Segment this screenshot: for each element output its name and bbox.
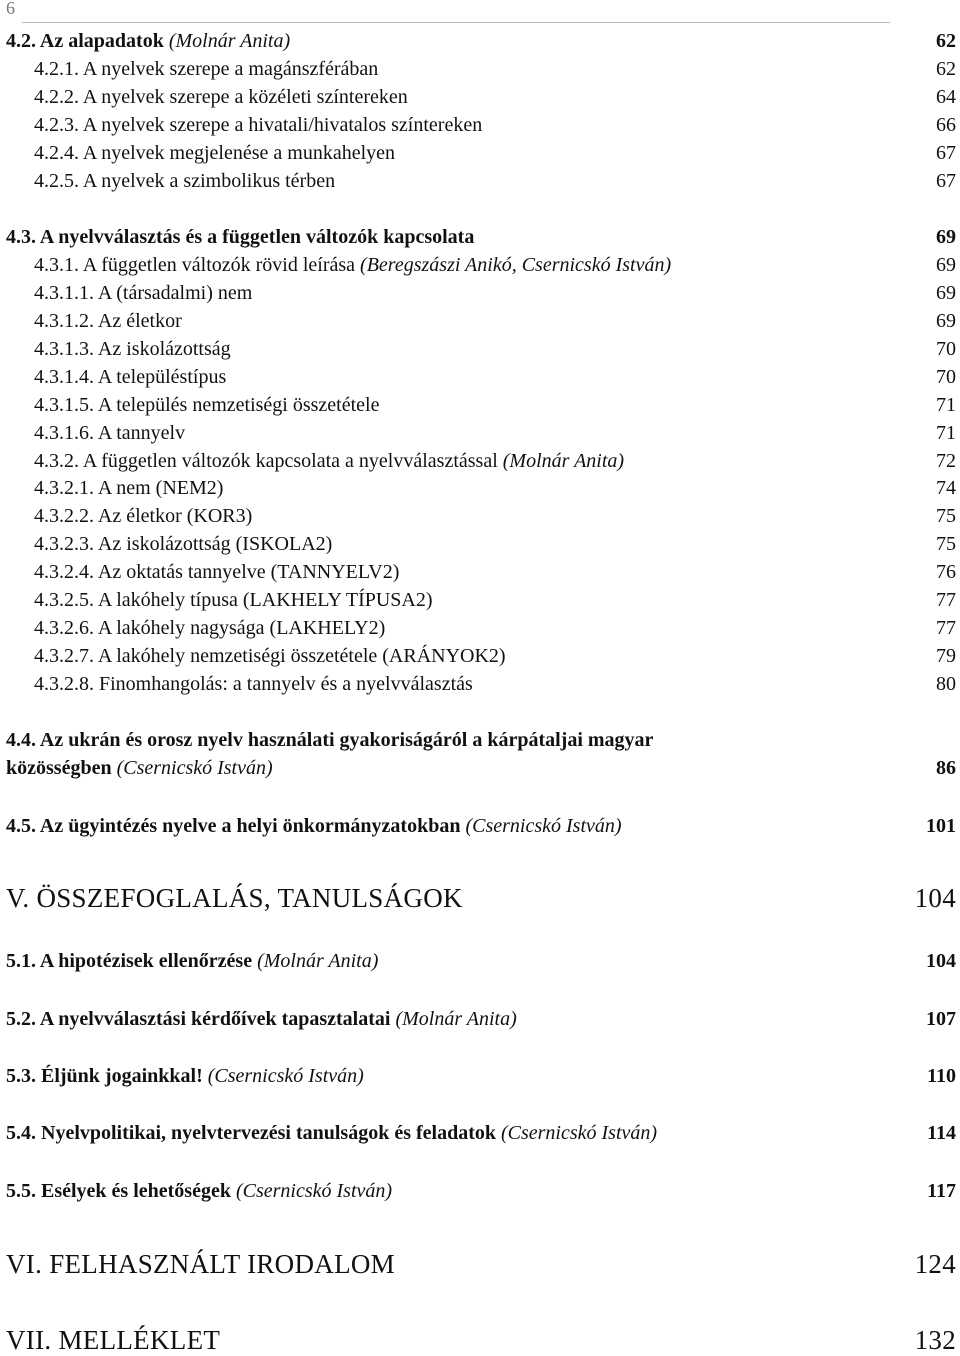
toc-entry-text (6, 1065, 364, 1088)
toc-entry-text (34, 533, 332, 556)
toc-entry-text (6, 883, 463, 914)
toc-entry-number: 4.3.1.3. (34, 338, 94, 360)
toc-entry-page: 75 (936, 533, 956, 555)
toc-entry-text (34, 589, 433, 612)
toc-entry-author: (Molnár Anita) (395, 1008, 517, 1030)
toc-entry-author: (Csernicskó István) (500, 1122, 658, 1144)
toc-entry-number: 4.2.3. (34, 114, 79, 136)
toc-entry-title: A lakóhely típusa (LAKHELY TÍPUSA2) (97, 589, 433, 611)
toc-entry-title: A település nemzetiségi összetétele (97, 394, 380, 416)
toc-entry-author: (Molnár Anita) (168, 30, 291, 52)
toc-entry-title: A független változók kapcsolata a nyelvválasztással (82, 450, 498, 472)
toc-entry-page: 70 (936, 366, 956, 388)
toc-entry-text (34, 505, 252, 528)
toc-entry-page: 66 (936, 114, 956, 136)
toc-entry-title: A nyelvek szerepe a magánszférában (82, 58, 379, 80)
toc-entry[interactable] (34, 366, 956, 389)
toc-entry-number: 4.3.1. (34, 254, 79, 276)
toc-entry-page: 77 (936, 589, 956, 611)
toc-entry-text (34, 645, 506, 668)
toc-entry-number: 4.3.1.1. (34, 282, 94, 304)
toc-entry-page: 124 (914, 1249, 956, 1279)
toc-entry-page: 71 (936, 394, 956, 416)
toc-entry-page: 70 (936, 338, 956, 360)
toc-entry[interactable] (34, 505, 956, 528)
toc-entry-text (34, 114, 482, 137)
toc-entry[interactable] (34, 58, 956, 81)
toc-entry-title: Az életkor (KOR3) (97, 505, 253, 527)
toc-entry-title: A nyelvválasztás és a független változók kapcsolata (39, 226, 475, 248)
toc-entry-text (34, 338, 231, 361)
toc-entry-author: (Beregszászi Anikó, Csernicskó István) (360, 254, 672, 276)
toc-entry-text (34, 673, 473, 696)
toc-entry-title: A független változók rövid leírása (82, 254, 356, 276)
toc-entry-page: 77 (936, 617, 956, 639)
toc-entry-text (6, 1180, 392, 1203)
toc-entry[interactable] (34, 86, 956, 109)
toc-entry-page: 74 (936, 477, 956, 499)
toc-entry-page: 67 (936, 170, 956, 192)
toc-entry-number: VII. (6, 1325, 52, 1355)
toc-entry-text (6, 950, 378, 973)
toc-entry-number: 4.3.2.8. (34, 673, 94, 695)
toc-entry[interactable] (34, 254, 956, 277)
toc-entry-page: 104 (926, 950, 956, 972)
toc-entry-number: 4.3.1.5. (34, 394, 94, 416)
toc-entry-text (6, 226, 474, 249)
toc-entry-number: 5.3. (6, 1065, 36, 1087)
toc-entry[interactable] (34, 422, 956, 445)
toc-entry-title: A lakóhely nemzetiségi összetétele (ARÁNYOK2) (97, 645, 506, 667)
toc-entry-title: Esélyek és lehetőségek (41, 1180, 231, 1202)
toc-entry[interactable] (34, 142, 956, 165)
toc-entry[interactable] (34, 477, 956, 500)
toc-entry-number: 4.2. (6, 30, 36, 52)
toc-entry-title: ÖSSZEFOGLALÁS, TANULSÁGOK (36, 883, 463, 913)
toc-entry-title: Az ügyintézés nyelve a helyi önkormányzatokban (39, 815, 461, 837)
toc-entry[interactable] (34, 282, 956, 305)
toc-entry[interactable] (6, 1122, 956, 1145)
toc-entry[interactable] (6, 815, 956, 838)
toc-entry-page: 69 (936, 310, 956, 332)
toc-entry[interactable] (6, 757, 956, 780)
toc-entry-title: A tannyelv (97, 422, 186, 444)
toc-entry-text (34, 617, 385, 640)
toc-entry-number: 4.3.1.4. (34, 366, 94, 388)
toc-entry[interactable] (6, 1325, 956, 1356)
toc-entry-text (34, 282, 252, 305)
toc-entry-title: Finomhangolás: a tannyelv és a nyelvválasztás (99, 673, 473, 695)
toc-entry[interactable] (34, 394, 956, 417)
toc-entry-text (34, 477, 223, 500)
toc-entry-number: 4.3.2.2. (34, 505, 94, 527)
toc-entry[interactable] (6, 729, 956, 752)
toc-entry-page: 80 (936, 673, 956, 695)
toc-entry-title: Nyelvpolitikai, nyelvtervezési tanulságok és feladatok (41, 1122, 496, 1144)
toc-entry-text (34, 366, 226, 389)
toc-entry-number: 4.3.2.1. (34, 477, 94, 499)
toc-entry-title: A lakóhely nagysága (LAKHELY2) (97, 617, 386, 639)
toc-entry-title: Az életkor (97, 310, 182, 332)
toc-entry-number: 5.5. (6, 1180, 36, 1202)
toc-entry-page: 107 (926, 1008, 956, 1030)
toc-entry-title: A hipotézisek ellenőrzése (39, 950, 253, 972)
toc-entry-title: Az iskolázottság (ISKOLA2) (97, 533, 333, 555)
toc-entry-text (6, 757, 273, 780)
toc-entry-text (34, 142, 395, 165)
toc-entry-number: V. (6, 883, 30, 913)
toc-entry-text (34, 561, 399, 584)
toc-entry-text (34, 58, 378, 81)
toc-entry[interactable] (34, 673, 956, 696)
toc-entry-title: A településtípus (97, 366, 227, 388)
toc-entry-number: VI. (6, 1249, 43, 1279)
toc-entry-number: 4.2.2. (34, 86, 79, 108)
toc-entry-number: 4.2.1. (34, 58, 79, 80)
toc-entry-page: 86 (936, 757, 956, 779)
toc-entry-number: 5.1. (6, 950, 36, 972)
toc-entry-page: 67 (936, 142, 956, 164)
toc-entry-page: 62 (936, 30, 956, 52)
toc-entry-text (6, 1122, 657, 1145)
toc-entry-text (34, 170, 335, 193)
toc-entry-page: 62 (936, 58, 956, 80)
toc-entry[interactable] (6, 883, 956, 914)
toc-entry-title: A nyelvek megjelenése a munkahelyen (82, 142, 396, 164)
toc-entry-text (34, 394, 379, 417)
toc-entry-number: 4.3.2.5. (34, 589, 94, 611)
toc-entry-page: 104 (914, 883, 956, 913)
toc-entry-text (34, 450, 624, 473)
toc-entry-title: Az ukrán és orosz nyelv használati gyakoriságáról a kárpátaljai magyar (39, 729, 654, 751)
toc-entry-page: 69 (936, 226, 956, 248)
toc-entry-title: Az oktatás tannyelve (TANNYELV2) (97, 561, 400, 583)
toc-entry-text (34, 422, 185, 445)
toc-entry-page: 69 (936, 282, 956, 304)
toc-entry-title: A nyelvek szerepe a közéleti színtereken (82, 86, 408, 108)
toc-entry-number: 4.2.4. (34, 142, 79, 164)
toc-entry-page: 79 (936, 645, 956, 667)
toc-entry-page: 72 (936, 450, 956, 472)
toc-entry[interactable] (6, 1065, 956, 1088)
toc-entry-title: A nem (NEM2) (97, 477, 224, 499)
toc-entry-title: A (társadalmi) nem (97, 282, 253, 304)
toc-entry-number: 4.2.5. (34, 170, 79, 192)
toc-entry-text (6, 1249, 395, 1280)
toc-entry-title: közösségben (6, 757, 112, 779)
toc-entry-number: 4.3.2. (34, 450, 79, 472)
toc-entry[interactable] (6, 1249, 956, 1280)
toc-entry-number: 4.4. (6, 729, 36, 751)
toc-entry-title: Az alapadatok (39, 30, 164, 52)
toc-entry[interactable] (6, 1008, 956, 1031)
toc-entry-page: 75 (936, 505, 956, 527)
toc-entry-page: 117 (927, 1180, 956, 1202)
toc-entry-author: (Csernicskó István) (116, 757, 273, 779)
toc-entry-number: 4.3.2.6. (34, 617, 94, 639)
toc-entry-page: 76 (936, 561, 956, 583)
toc-entry-text (34, 254, 671, 277)
toc-entry[interactable] (34, 589, 956, 612)
toc-entry[interactable] (6, 1180, 956, 1203)
toc-entry-text (6, 1325, 220, 1356)
toc-entry-title: A nyelvek szerepe a hivatali/hivatalos színtereken (82, 114, 483, 136)
toc-entry-number: 5.4. (6, 1122, 36, 1144)
toc-entry-page: 69 (936, 254, 956, 276)
toc-entry[interactable] (34, 533, 956, 556)
toc-entry-author: (Csernicskó István) (235, 1180, 393, 1202)
toc-entry-title: FELHASZNÁLT IRODALOM (49, 1249, 395, 1279)
toc-entry-text (6, 1008, 517, 1031)
toc-entry-text (34, 310, 182, 333)
toc-entry-number: 4.5. (6, 815, 36, 837)
toc-entry-text (6, 729, 653, 752)
toc-entry-page: 110 (927, 1065, 956, 1087)
toc-entry[interactable] (6, 30, 956, 53)
toc-entry-page: 64 (936, 86, 956, 108)
toc-entry[interactable] (34, 450, 956, 473)
toc-entry-title: Az iskolázottság (97, 338, 231, 360)
toc-entry-author: (Csernicskó István) (465, 815, 622, 837)
toc-entry[interactable] (34, 310, 956, 333)
toc-entry-page: 71 (936, 422, 956, 444)
toc-entry-title: Éljünk jogainkkal! (41, 1065, 203, 1087)
toc-entry[interactable] (34, 338, 956, 361)
toc-entry-page: 114 (927, 1122, 956, 1144)
toc-entry-author: (Csernicskó István) (207, 1065, 364, 1087)
toc-entry-text (34, 86, 408, 109)
toc-entry-number: 4.3.1.6. (34, 422, 94, 444)
toc-entry[interactable] (34, 114, 956, 137)
toc-entry-author: (Molnár Anita) (257, 950, 379, 972)
toc-entry[interactable] (34, 617, 956, 640)
toc-entry-number: 5.2. (6, 1008, 36, 1030)
toc-entry-number: 4.3. (6, 226, 36, 248)
toc-entry-page: 101 (926, 815, 956, 837)
toc-entry-page: 132 (914, 1325, 956, 1355)
toc-entry[interactable] (34, 170, 956, 193)
toc-entry-number: 4.3.1.2. (34, 310, 94, 332)
toc-entry-text (6, 30, 290, 53)
toc-entry[interactable] (6, 950, 956, 973)
toc-entry-number: 4.3.2.4. (34, 561, 94, 583)
toc-entry-title: A nyelvválasztási kérdőívek tapasztalatai (39, 1008, 391, 1030)
toc-entry[interactable] (6, 226, 956, 249)
page-number: 6 (6, 0, 15, 18)
toc-entry[interactable] (34, 561, 956, 584)
toc-entry[interactable] (34, 645, 956, 668)
toc-entry-author: (Molnár Anita) (502, 450, 625, 472)
toc-entry-number: 4.3.2.3. (34, 533, 94, 555)
toc-entry-title: MELLÉKLET (58, 1325, 221, 1355)
toc-entry-title: A nyelvek a szimbolikus térben (82, 170, 336, 192)
toc-entry-number: 4.3.2.7. (34, 645, 94, 667)
toc-entry-text (6, 815, 622, 838)
